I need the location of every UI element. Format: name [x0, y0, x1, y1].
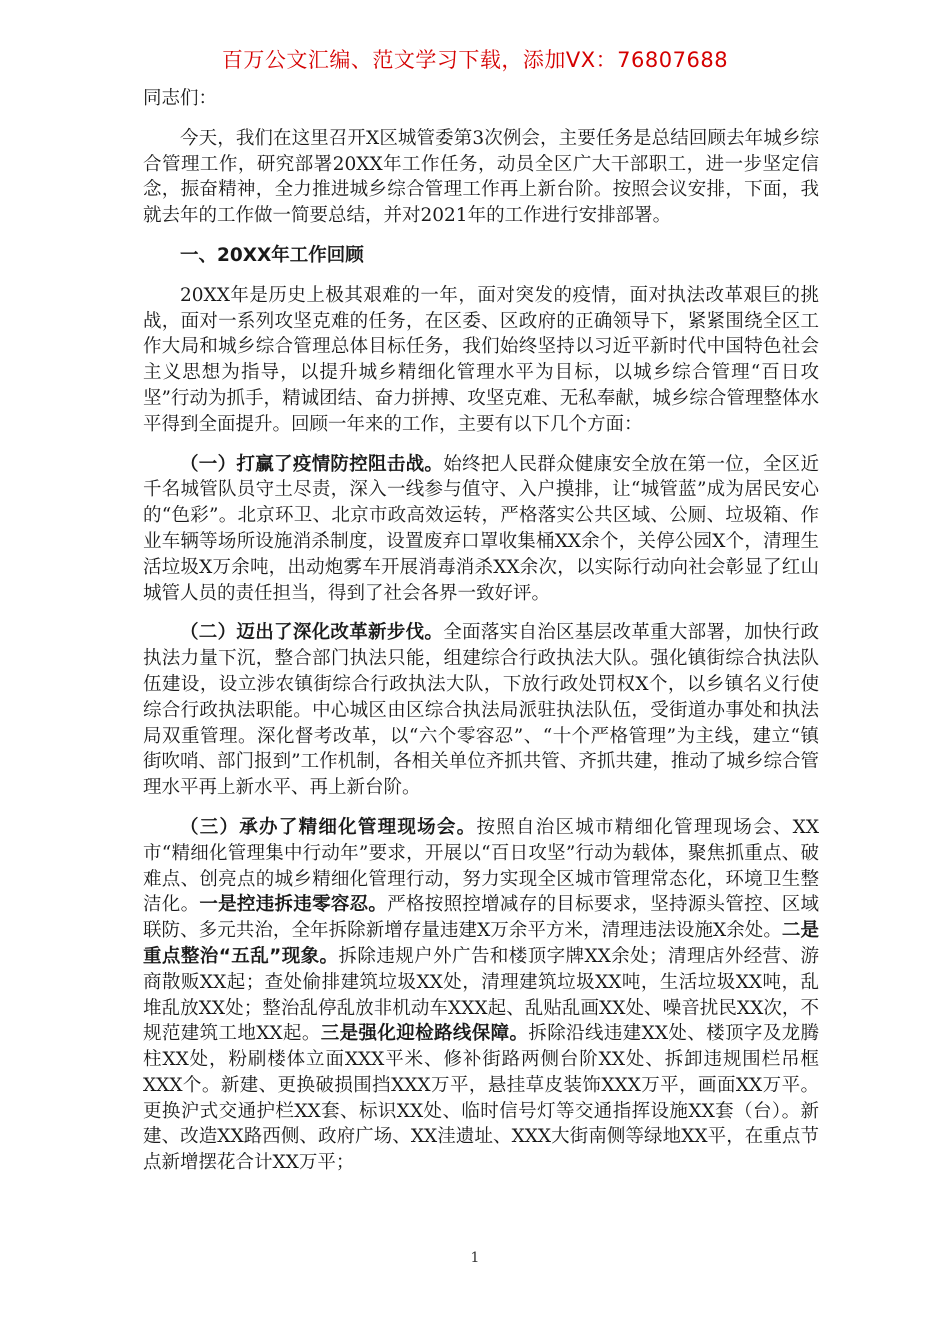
watermark-banner: 百万公文汇编、范文学习下载，添加VX：76807688 — [221, 48, 729, 72]
item-text-3b: 严格按照控增减存的目标要求，坚持源头管控、区域联防、多元共治，全年拆除新增存量违建X万余平方米，清理违法设施X余处。 — [143, 894, 819, 942]
item-lead-1: （一）打赢了疫情防控阻击战。 — [180, 453, 444, 475]
item-paragraph-2 — [143, 620, 819, 801]
item-paragraph-3 — [143, 815, 819, 1176]
item-paragraph-1 — [143, 452, 819, 607]
item-lead-3d: 三是强化迎检路线保障。 — [320, 1023, 529, 1045]
item-lead-3c: 二是重点整治“五乱”现象。 — [143, 920, 819, 967]
item-lead-2: （二）迈出了深化改革新步伐。 — [180, 622, 444, 644]
document-body — [143, 86, 819, 1190]
section-heading: 一、20XX年工作回顾 — [180, 244, 364, 266]
salutation: 同志们： — [143, 88, 218, 109]
item-lead-3: （三）承办了精细化管理现场会。 — [180, 816, 477, 838]
item-text-3d: 拆除沿线违建XX处、楼顶字及龙腾柱XX处，粉刷楼体立面XXX平米、修补街路两侧台阶XX处、拆卸违规围栏吊框XXX个。新建、更换破损围挡XXX万平，悬挂草皮装饰XXX万平，画面XX万平。更换沪式交通护栏XX套、标识XX处、临时信号灯等交通指挥设施XX套（台）。新建、改造XX路西侧、政府广场、XX洼遗址、XXX大街南侧等绿地XX平，在重点节点新增摆花合计XX万平； — [143, 1023, 820, 1174]
item-text-2: 全面落实自治区基层改革重大部署，加快行政执法力量下沉，整合部门执法只能，组建综合行政执法大队。强化镇街综合执法队伍建设，设立涉农镇街综合行政执法大队，下放行政处罚权X个，以乡镇名义行使综合行政执法职能。中心城区由区综合执法局派驻执法队伍，受街道办事处和执法局双重管理。深化督考改革，以“六个零容忍”、“十个严格管理”为主线，建立“镇街吹哨、部门报到”工作机制，各相关单位齐抓共管、齐抓共建，推动了城乡综合管理水平再上新水平、再上新台阶。 — [143, 622, 819, 799]
section-paragraph: 20XX年是历史上极其艰难的一年，面对突发的疫情，面对执法改革艰巨的挑战，面对一系列攻坚克难的任务，在区委、区政府的正确领导下，紧紧围绕全区工作大局和城乡综合管理总体目标任务，我们始终坚持以习近平新时代中国特色社会主义思想为指导，以提升城乡精细化管理水平为目标，以城乡综合管理“百日攻坚”行动为抓手，精诚团结、奋力拼搏、攻坚克难、无私奉献，城乡综合管理整体水平得到全面提升。回顾一年来的工作，主要有以下几个方面： — [143, 284, 819, 435]
item-text-3a: 按照自治区城市精细化管理现场会、XX市“精细化管理集中行动年”要求，开展以“百日攻坚”行动为载体，聚焦抓重点、破难点、创亮点的城乡精细化管理行动，努力实现全区城市管理常态化，环境卫生整洁化。 — [143, 816, 819, 916]
page-number: 1 — [470, 1250, 480, 1266]
intro-paragraph: 今天，我们在这里召开X区城管委第3次例会，主要任务是总结回顾去年城乡综合管理工作，研究部署20XX年工作任务，动员全区广大干部职工，进一步坚定信念，振奋精神，全力推进城乡综合管理工作再上新台阶。按照会议安排，下面，我就去年的工作做一简要总结，并对2021年的工作进行安排部署。 — [143, 127, 819, 227]
item-text-3c: 拆除违规户外广告和楼顶字牌XX余处；清理店外经营、游商散贩XX起；查处偷排建筑垃圾XX处，清理建筑垃圾XX吨，生活垃圾XX吨，乱堆乱放XX处；整治乱停乱放非机动车XXX起、乱贴乱画XX处、噪音扰民XX次，不规范建筑工地XX起。 — [143, 945, 819, 1045]
item-lead-3b: 一是控违拆违零容忍。 — [199, 894, 388, 916]
item-text-1: 始终把人民群众健康安全放在第一位，全区近千名城管队员守土尽责，深入一线参与值守、入户摸排，让“城管蓝”成为居民安心的“色彩”。北京环卫、北京市政高效运转，严格落实公共区域、公厕、垃圾箱、作业车辆等场所设施消杀制度，设置废弃口罩收集桶XX余个，关停公园X个，清理生活垃圾X万余吨，出动炮雾车开展消毒消杀XX余次，以实际行动向社会彰显了红山城管人员的责任担当，得到了社会各界一致好评。 — [143, 453, 819, 604]
